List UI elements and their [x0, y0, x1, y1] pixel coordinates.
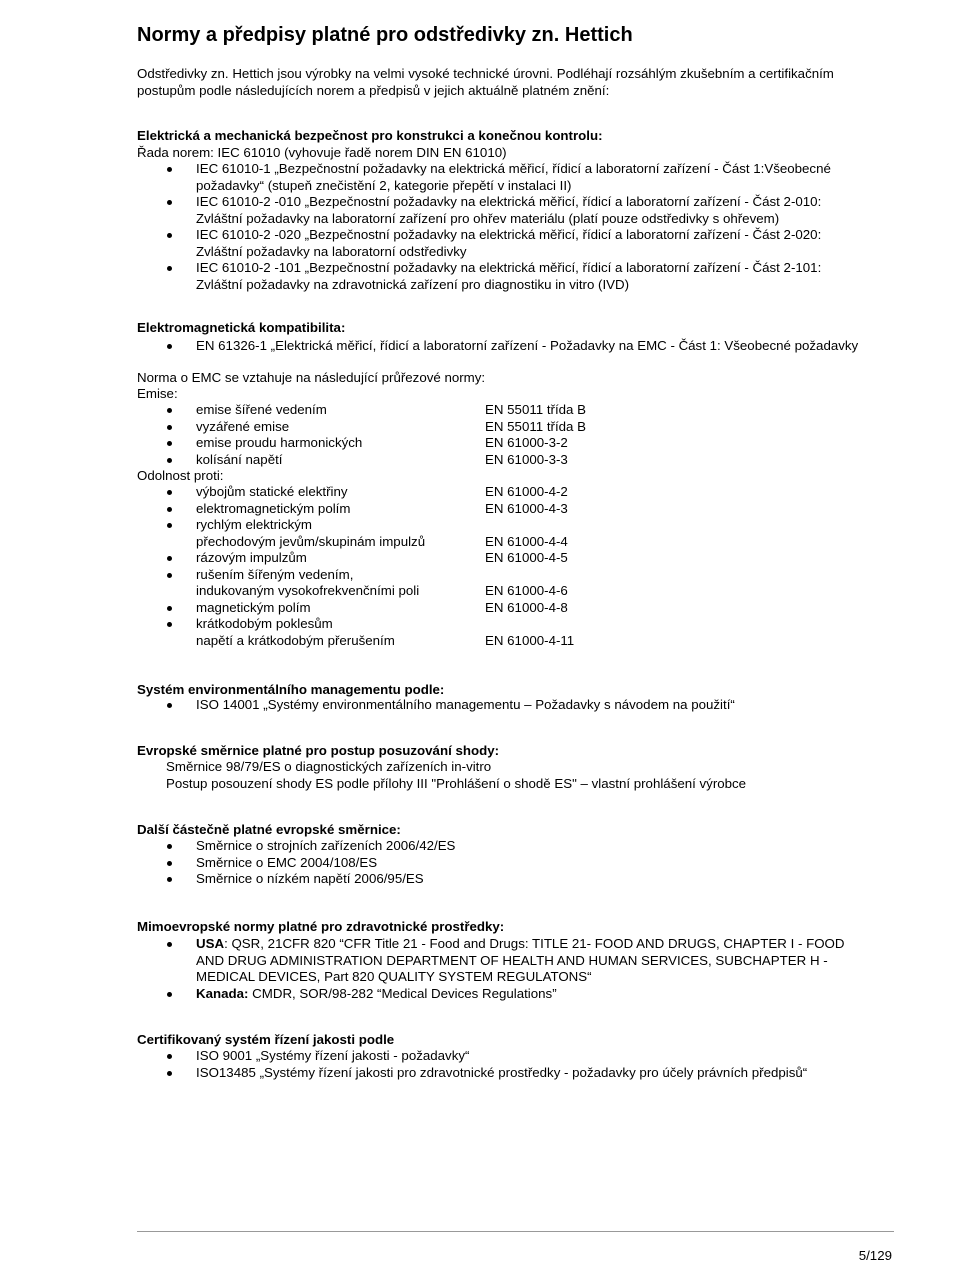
intro-line-1: Odstředivky zn. Hettich jsou výrobky na velmi vysoké technické úrovni. Podléhají rozsáhlým zkušebním a certifikačním	[137, 66, 834, 81]
list-item	[137, 435, 697, 452]
list-item	[137, 402, 697, 419]
list-item: Směrnice o EMC 2004/108/ES	[137, 855, 455, 872]
list-item: Směrnice o strojních zařízeních 2006/42/ES	[137, 838, 455, 855]
emission-name: kolísání napětí	[196, 451, 283, 467]
immunity-name: rušením šířeným vedením,	[196, 566, 354, 582]
other-heading: Další částečně platné evropské směrnice:	[137, 822, 401, 837]
list-item	[137, 936, 845, 986]
immunity-list	[137, 484, 697, 649]
item-line: IEC 61010-1 „Bezpečnostní požadavky na elektrická měřicí, řídicí a laboratorní zařízení - Část 1:Všeobecné	[196, 161, 831, 176]
emission-standard: EN 61000-3-3	[485, 451, 568, 467]
page-title: Normy a předpisy platné pro odstředivky zn. Hettich	[137, 24, 633, 46]
emc-norm-intro: Norma o EMC se vztahuje na následující průřezové normy:	[137, 370, 486, 385]
list-item	[137, 616, 697, 649]
item-line: IEC 61010-2 -101 „Bezpečnostní požadavky na elektrická měřicí, řídicí a laboratorní zařízení - Část 2-101:	[196, 260, 822, 275]
safety-heading: Elektrická a mechanická bezpečnost pro konstrukci a konečnou kontrolu:	[137, 128, 603, 143]
intro-line-2: postupům podle následujících norem a předpisů v jejich aktuálně platném znění:	[137, 82, 610, 98]
immunity-standard: EN 61000-4-2	[485, 484, 568, 499]
immunity-name-cont: indukovaným vysokofrekvenčními poli	[196, 583, 420, 598]
list-item	[137, 600, 697, 617]
immunity-name: rychlým elektrickým	[196, 517, 312, 532]
emission-name: emise proudu harmonických	[196, 435, 363, 450]
usa-text: : QSR, 21CFR 820 “CFR Title 21 - Food and Drugs: TITLE 21- FOOD AND DRUGS, CHAPTER I - FOOD	[224, 936, 845, 951]
emc-heading: Elektromagnetická kompatibilita:	[137, 320, 346, 335]
list-item	[137, 550, 697, 567]
list-item	[137, 501, 697, 518]
immunity-name: rázovým impulzům	[196, 550, 307, 565]
list-item: ISO13485 „Systémy řízení jakosti pro zdravotnické prostředky - požadavky pro účely právních předpisů“	[137, 1065, 807, 1082]
immunity-standard: EN 61000-4-11	[485, 632, 575, 648]
list-item	[137, 260, 831, 293]
item-line: IEC 61010-2 -020 „Bezpečnostní požadavky na elektrická měřicí, řídicí a laboratorní zařízení - Část 2-020:	[196, 227, 822, 242]
immunity-name: elektromagnetickým polím	[196, 500, 351, 516]
immunity-name: krátkodobým poklesům	[196, 616, 333, 631]
item-line: Zvláštní požadavky na laboratorní zařízení pro ohřev materiálu (platí pouze odstředivky s ohřevem)	[196, 210, 780, 226]
item-line: IEC 61010-2 -010 „Bezpečnostní požadavky na elektrická měřicí, řídicí a laboratorní zařízení - Část 2-010:	[196, 194, 822, 209]
eu-line-1: Směrnice 98/79/ES o diagnostických zařízeních in-vitro	[166, 759, 492, 774]
canada-label: Kanada:	[196, 985, 249, 1001]
list-item	[137, 517, 697, 550]
usa-text: MEDICAL DEVICES, Part 820 QUALITY SYSTEM REGULATONS“	[196, 969, 592, 984]
list-item	[137, 452, 697, 469]
footer-divider	[137, 1231, 894, 1232]
intro-paragraph	[137, 66, 834, 99]
list-item	[137, 986, 845, 1003]
list-item	[137, 194, 831, 227]
list-item	[137, 161, 831, 194]
emission-standard: EN 61000-3-2	[485, 435, 568, 450]
emission-label: Emise:	[137, 386, 178, 401]
emission-name: emise šířené vedením	[196, 402, 327, 417]
immunity-standard: EN 61000-4-5	[485, 550, 568, 565]
emc-list	[137, 338, 858, 355]
env-list	[137, 697, 735, 714]
immunity-name-cont: napětí a krátkodobým přerušením	[196, 632, 395, 648]
canada-text: CMDR, SOR/98-282 “Medical Devices Regulations”	[248, 985, 557, 1001]
list-item	[137, 419, 697, 436]
item-line: Zvláštní požadavky na zdravotnická zařízení pro diagnostiku in vitro (IVD)	[196, 276, 630, 292]
item-line: Zvláštní požadavky na laboratorní odstředivky	[196, 243, 467, 259]
other-list	[137, 838, 455, 888]
list-item: ISO 9001 „Systémy řízení jakosti - požadavky“	[137, 1048, 807, 1065]
immunity-standard: EN 61000-4-6	[485, 583, 568, 598]
item-line: požadavky“ (stupeň znečistění 2, kategorie přepětí v instalaci II)	[196, 177, 572, 193]
list-item: Směrnice o nízkém napětí 2006/95/ES	[137, 871, 455, 888]
list-item: ISO 14001 „Systémy environmentálního managementu – Požadavky s návodem na použití“	[137, 697, 735, 714]
noneu-heading: Mimoevropské normy platné pro zdravotnické prostředky:	[137, 919, 505, 934]
page-number: 5/129	[858, 1248, 892, 1263]
safety-list	[137, 161, 831, 293]
safety-subline: Řada norem: IEC 61010 (vyhovuje řadě norem DIN EN 61010)	[137, 144, 507, 160]
safety-section	[137, 128, 603, 161]
immunity-standard: EN 61000-4-3	[485, 500, 568, 516]
emission-standard: EN 55011 třída B	[485, 418, 587, 434]
usa-label: USA	[196, 936, 225, 951]
env-heading: Systém environmentálního managementu podle:	[137, 682, 445, 697]
noneu-list	[137, 936, 845, 1002]
qms-heading: Certifikovaný systém řízení jakosti podle	[137, 1032, 395, 1047]
emission-standard: EN 55011 třída B	[485, 402, 587, 417]
immunity-label: Odolnost proti:	[137, 468, 224, 483]
usa-text: AND DRUG ADMINISTRATION DEPARTMENT OF HEALTH AND HUMAN SERVICES, SUBCHAPTER H -	[196, 952, 828, 968]
eu-line-2: Postup posouzení shody ES podle přílohy III "Prohlášení o shodě ES" – vlastní prohlášení výrobce	[166, 775, 747, 791]
eu-text	[137, 759, 746, 792]
eu-heading: Evropské směrnice platné pro postup posuzování shody:	[137, 743, 500, 758]
immunity-name: magnetickým polím	[196, 599, 311, 615]
emission-name: vyzářené emise	[196, 418, 290, 434]
emission-list	[137, 402, 697, 468]
immunity-standard: EN 61000-4-4	[485, 533, 568, 549]
list-item	[137, 227, 831, 260]
qms-list	[137, 1048, 807, 1081]
list-item: EN 61326-1 „Elektrická měřicí, řídicí a laboratorní zařízení - Požadavky na EMC - Část 1: Všeobecné požadavky	[137, 338, 858, 355]
immunity-standard: EN 61000-4-8	[485, 599, 568, 615]
immunity-name-cont: přechodovým jevům/skupinám impulzů	[196, 533, 426, 549]
list-item	[137, 484, 697, 501]
immunity-name: výbojům statické elektřiny	[196, 484, 348, 499]
list-item	[137, 567, 697, 600]
